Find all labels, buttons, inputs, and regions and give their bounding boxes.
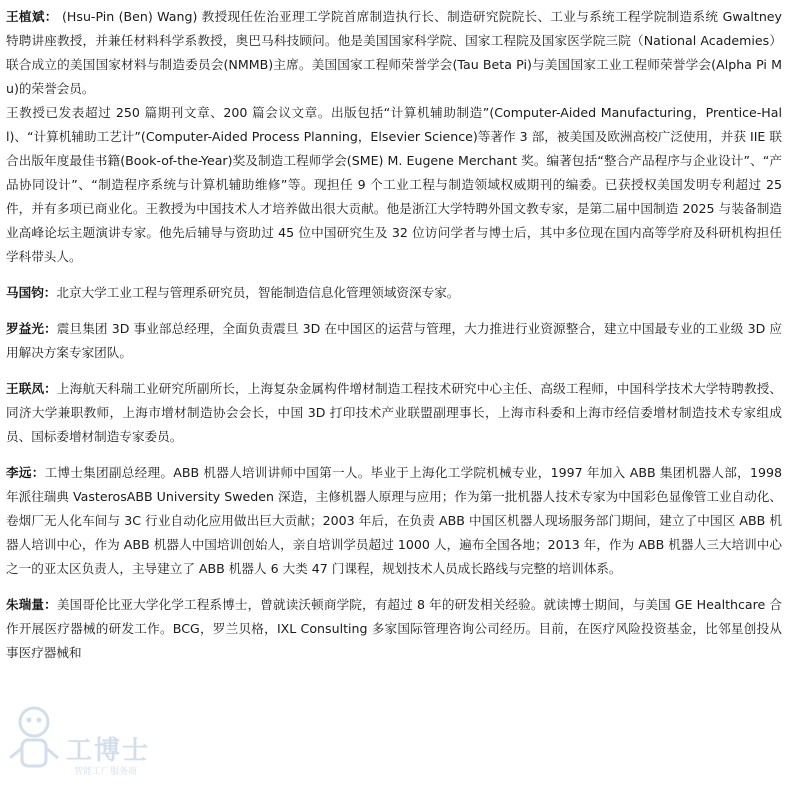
person-name: 罗益光： [6,321,57,336]
bio-wang-zhibin [6,0,782,101]
bio-text: (Hsu-Pin (Ben) Wang) 教授现任佐治亚理工学院首席制造执行长、制造研究院院长、工业与系统工程学院制造系统 Gwaltney 特聘讲座教授，并兼任材料科学系教授，奥巴马科技顾问。他是美国国家科学院、国家工程院及国家医学院三院（National Academies）联合成立的美国国家材料与制造委员会(NMMB)主席。美国国家工程师荣誉学会(Tau Beta Pi)与美国国家工业工程师荣誉学会(Alpha Pi Mu)的荣誉会员。 [6,9,783,96]
bio-li-yuan [6,461,782,581]
person-name: 李远： [6,465,45,480]
person-name: 王联凤： [6,381,57,396]
bio-text: 上海航天科瑞工业研究所副所长，上海复杂金属构件增材制造工程技术研究中心主任、高级工程师，中国科学技术大学特聘教授、同济大学兼职教师，上海市增材制造协会会长，中国 3D 打印技术产业联盟副理事长，上海市科委和上海市经信委增材制造技术专家组成员、国标委增材制造专家委员。 [6,381,783,444]
bio-wang-lianfeng [6,377,782,449]
bio-text: 工博士集团副总经理。ABB 机器人培训讲师中国第一人。毕业于上海化工学院机械专业，1997 年加入 ABB 集团机器人部，1998 年派往瑞典 VasterosABB University Sweden 深造，主修机器人原理与应用；作为第一批机器人技术专家为中国彩色显像管工业自动化、卷烟厂无人化车间与 3C 行业自动化应用做出巨大贡献；2003 年后，在负责 ABB 中国区机器人现场服务部门期间，建立了中国区 ABB 机器人培训中心，作为 ABB 机器人中国培训创始人，亲自培训学员超过 1000 人，遍布全国各地；2013 年，作为 ABB 机器人三大培训中心之一的亚太区负责人，主导建立了 ABB 机器人 6 大类 47 门课程，规划技术人员成长路线与完整的培训体系。 [6,465,783,576]
document-page [6,0,782,665]
watermark-logo [4,700,154,792]
person-name: 王植斌： [6,9,58,24]
bio-ma-guojun [6,281,782,305]
bio-zhu-ruiliang [6,593,782,665]
watermark-subtext: 智能工厂服务商 [74,767,138,777]
bio-text: 震旦集团 3D 事业部总经理，全面负责震旦 3D 在中国区的运营与管理，大力推进行业资源整合，建立中国最专业的工业级 3D 应用解决方案专家团队。 [6,321,783,360]
robot-mascot-icon [4,700,64,780]
person-name: 朱瑞量： [6,597,57,612]
watermark-text: 工博士 [66,736,151,766]
bio-wang-zhibin-continued: 王教授已发表超过 250 篇期刊文章、200 篇会议文章。出版包括“计算机辅助制造”(Computer-Aided Manufacturing，Prentice-Hall)、“计算机辅助工艺计”(Computer-Aided Process Planning，Elsevier Science)等著作 3 部，被美国及欧洲高校广泛使用，并获 IIE 联合出版年度最佳书籍(Book-of-the-Year)奖及制造工程师学会(SME) M. Eugene Merchant 奖。编著包括“整合产品程序与企业设计”、“产品协同设计”、“制造程序系统与计算机辅助维修”等。现担任 9 个工业工程与制造领域权威期刊的编委。已获授权美国发明专利超过 25 件，并有多项已商业化。王教授为中国技术人才培养做出很大贡献。他是浙江大学特聘外国文教专家，是第二届中国制造 2025 与装备制造业高峰论坛主题演讲专家。他先后辅导与资助过 45 位中国研究生及 32 位访问学者与博士后，其中多位现在国内高等学府及科研机构担任学科带头人。 [6,105,782,264]
bio-text: 北京大学工业工程与管理系研究员，智能制造信息化管理领域资深专家。 [56,285,460,300]
person-name: 马国钧： [6,285,57,300]
bio-luo-yiguang [6,317,782,365]
bio-text: 美国哥伦比亚大学化学工程系博士，曾就读沃顿商学院，有超过 8 年的研发相关经验。就读博士期间，与美国 GE Healthcare 合作开展医疗器械的研发工作。BCG，罗兰贝格，IXL Consulting 多家国际管理咨询公司经历。目前，在医疗风险投资基金，比邻星创投从事医疗器械和 [6,597,783,660]
